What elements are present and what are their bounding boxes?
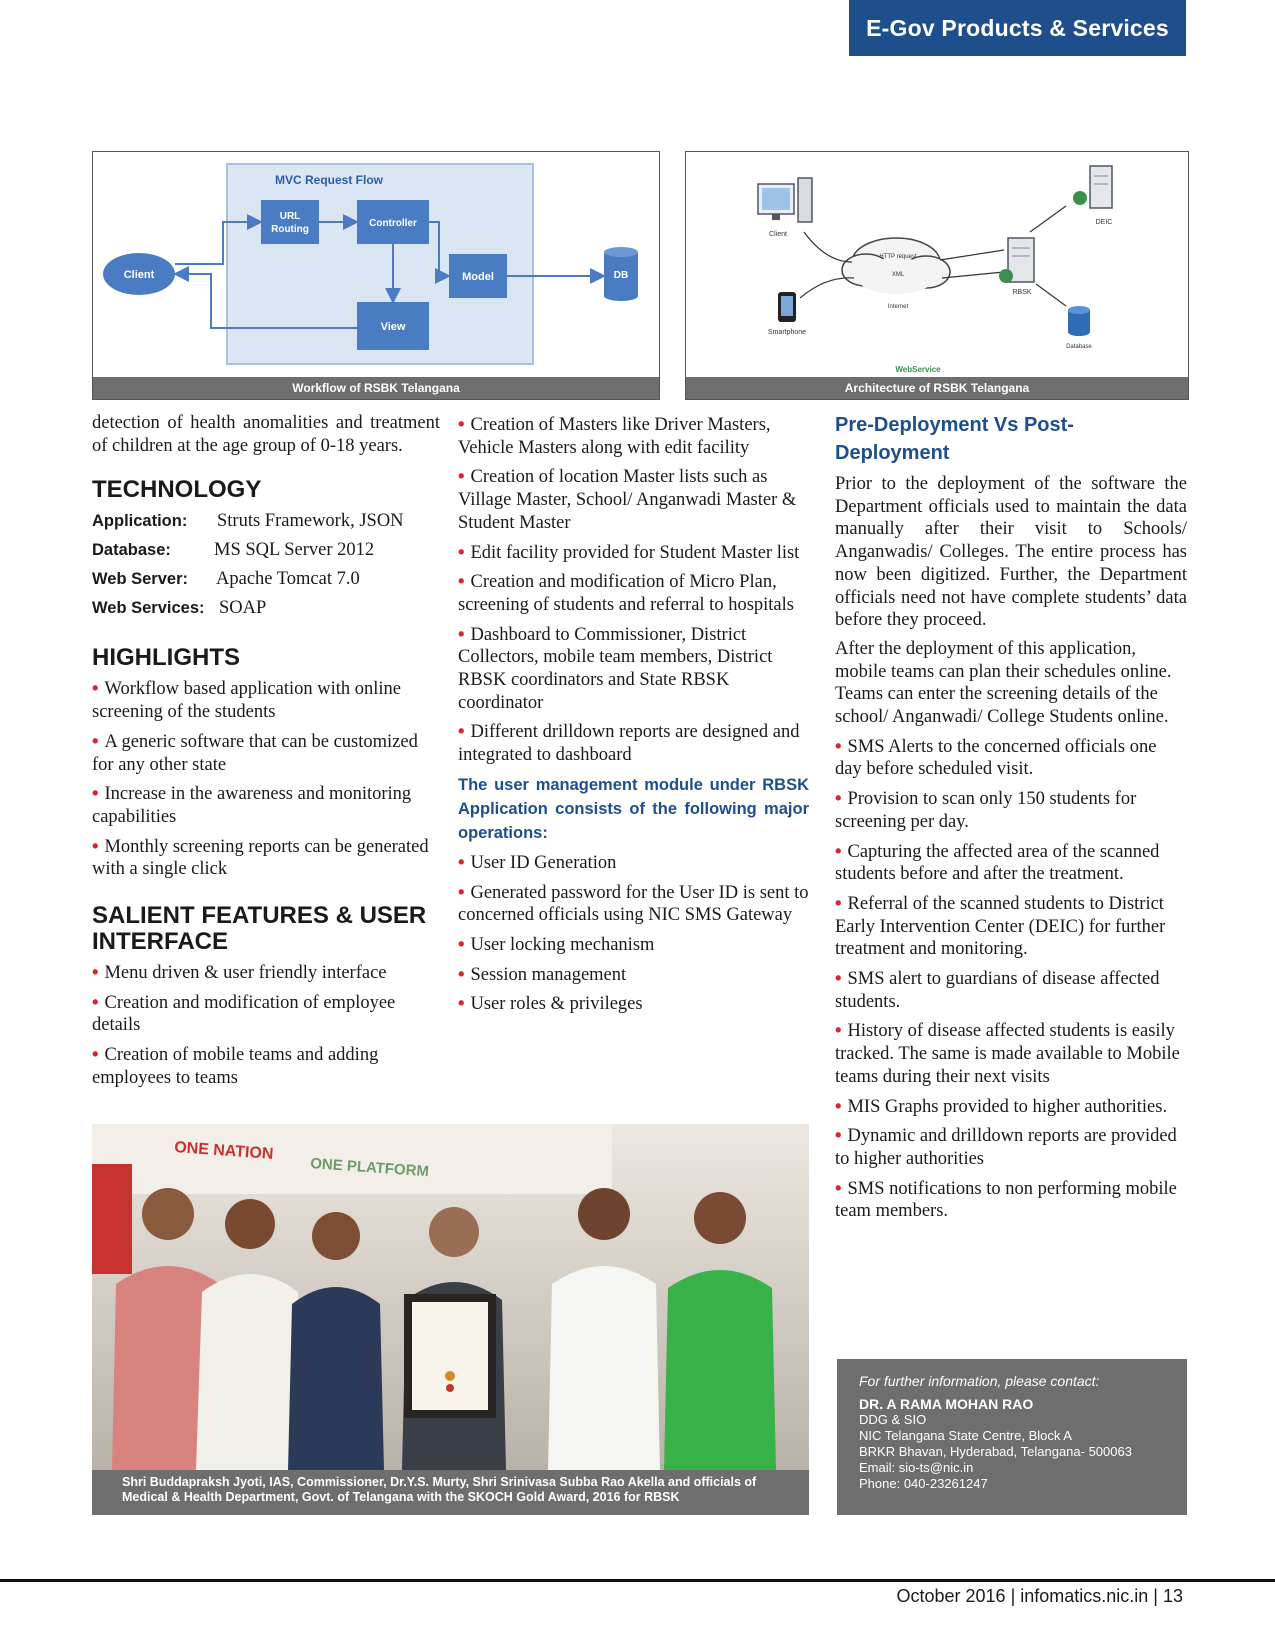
bullet-dot: •: [835, 787, 842, 809]
bullet-dot: •: [92, 677, 99, 699]
bullet-text: History of disease affected students is easily tracked. The same is made available to Mobile teams during their next visits: [835, 1021, 1180, 1087]
arrow-client-cloud: [804, 232, 852, 262]
bullet-dot: •: [458, 413, 465, 434]
bullet-dot: •: [458, 932, 465, 954]
bullet-dot: •: [458, 720, 465, 742]
tech-label: Database:: [92, 541, 171, 560]
url-label-1: URL: [279, 211, 301, 222]
bullet-text: Different drilldown reports are designed and integrated to dashboard: [458, 722, 800, 766]
deployment-paragraph-2: After the deployment of this application, mobile teams can plan their schedules online. Teams can enter the screening details of the school/ Anganwadi/ College Students online.: [835, 638, 1172, 728]
workflow-figure: [92, 151, 660, 400]
db-label: DB: [613, 270, 629, 281]
arch-smartphone-label: Smartphone: [767, 329, 807, 336]
tech-row-web-server: [92, 565, 440, 594]
arrow-rbsk-cloud: [942, 272, 1004, 278]
feature-item: [458, 623, 809, 715]
tech-value: MS SQL Server 2012: [214, 540, 375, 561]
user-management-heading: The user management module under RBSK Application consists of the following major operations:: [458, 775, 809, 842]
mvc-title: MVC Request Flow: [275, 173, 384, 187]
arrow-phone-cloud: [800, 278, 854, 298]
tech-label: Web Server:: [92, 570, 188, 589]
bullet-text: Dashboard to Commissioner, District Collectors, mobile team members, District RBSK coordinators and State RBSK coordinator: [458, 624, 773, 713]
highlight-item: [92, 782, 440, 828]
architecture-figure: [685, 151, 1189, 400]
bullet-dot: •: [458, 880, 465, 902]
arch-webservice-label: WebService: [895, 365, 941, 374]
deployment-heading: [835, 411, 1187, 467]
highlight-item: [92, 677, 440, 723]
salient-heading: [92, 903, 440, 955]
database-icon: [1068, 306, 1090, 336]
bullet-text: Creation of mobile teams and adding employees to teams: [92, 1045, 379, 1088]
deployment-item: [835, 1095, 1187, 1119]
bullet-dot: •: [92, 729, 99, 751]
tech-value: Apache Tomcat 7.0: [216, 569, 360, 590]
bullet-text: Dynamic and drilldown reports are provided to higher authorities: [835, 1126, 1177, 1169]
feature-item: [458, 720, 809, 766]
contact-intro: For further information, please contact:: [859, 1373, 1100, 1389]
bullet-dot: •: [835, 891, 842, 913]
url-routing-node: [261, 200, 319, 244]
deployment-item: [835, 787, 1187, 833]
deployment-item: [835, 1177, 1187, 1223]
arrow-rbsk-deic: [1030, 206, 1066, 232]
deic-server-icon: [1073, 166, 1112, 208]
bullet-text: Session management: [470, 964, 627, 985]
arch-internet-label: Internet: [887, 304, 909, 310]
feature-item: [458, 570, 809, 616]
view-label: View: [380, 321, 406, 333]
technology-table: [92, 507, 440, 623]
user-mgmt-item: [458, 881, 809, 927]
arrow-rbsk-db: [1036, 284, 1066, 306]
model-label: Model: [462, 271, 494, 283]
client-label: Client: [123, 269, 155, 281]
banner-text-1: ONE NATION: [173, 1139, 274, 1163]
bullet-text: User roles & privileges: [470, 994, 643, 1015]
bullet-text: Creation of Masters like Driver Masters, Vehicle Masters along with edit facility: [458, 415, 771, 458]
arch-database-label: Database: [1066, 344, 1092, 350]
salient-heading-line1: SALIENT FEATURES & USER: [92, 902, 427, 930]
bullet-dot: •: [458, 540, 465, 562]
feature-item: [458, 413, 809, 459]
arch-deic-label: DEIC: [1095, 219, 1113, 226]
arch-http-label: HTTP request: [879, 254, 917, 260]
deployment-item: [835, 840, 1187, 886]
deployment-paragraph-1: Prior to the deployment of the software the Department officials used to maintain the data manually after their visit to Schools/ Anganwadis/ Colleges. The entire process has now been digitized. Further, the Department officials need not have complete students’ data before they proceed.: [835, 474, 1187, 631]
tech-value: SOAP: [219, 598, 267, 619]
user-mgmt-item: [458, 992, 809, 1016]
internet-cloud-icon: [842, 238, 950, 294]
deployment-heading-line2: Deployment: [835, 442, 950, 464]
bullet-text: MIS Graphs provided to higher authorities.: [847, 1096, 1168, 1117]
arch-rbsk-label: RBSK: [1012, 289, 1032, 296]
deployment-item: [835, 892, 1187, 961]
award-frame: [404, 1294, 496, 1418]
salient-item: [92, 961, 440, 985]
bullet-text: Workflow based application with online screening of the students: [92, 679, 401, 723]
highlights-heading: HIGHLIGHTS: [92, 644, 240, 672]
bullet-dot: •: [835, 1019, 842, 1041]
deployment-item: [835, 1019, 1187, 1088]
bullet-dot: •: [835, 839, 842, 861]
mvc-diagram: [93, 152, 659, 377]
column-1: [92, 412, 440, 1096]
bullet-text: User locking mechanism: [470, 934, 655, 955]
footer-text: October 2016 | infomatics.nic.in | 13: [896, 1586, 1183, 1606]
bullet-text: SMS alert to guardians of disease affected students.: [835, 969, 1160, 1012]
bullet-text: Provision to scan only 150 students for screening per day.: [835, 789, 1137, 832]
bullet-dot: •: [458, 850, 465, 872]
bullet-text: SMS notifications to non performing mobile team members.: [835, 1178, 1177, 1222]
bullet-text: User ID Generation: [470, 852, 617, 873]
intro-paragraph: detection of health anomalities and treatment of children at the age group of 0-18 years.: [92, 413, 440, 456]
section-tab: E-Gov Products & Services: [849, 0, 1186, 56]
column-2: [458, 413, 809, 1022]
tech-label: Web Services:: [92, 599, 205, 618]
bullet-dot: •: [458, 465, 465, 487]
tech-value: Struts Framework, JSON: [217, 511, 404, 532]
contact-phone: Phone: 040-23261247: [859, 1476, 988, 1491]
bullet-text: Referral of the scanned students to District Early Intervention Center (DEIC) for further treatment and monitoring.: [835, 893, 1166, 960]
bullet-text: Increase in the awareness and monitoring capabilities: [92, 784, 412, 827]
deployment-item: [835, 1124, 1187, 1170]
deployment-item: [835, 967, 1187, 1013]
technology-heading: TECHNOLOGY: [92, 476, 262, 504]
award-photo: [92, 1124, 809, 1470]
url-label-2: Routing: [271, 224, 309, 235]
user-mgmt-item: [458, 851, 809, 875]
bullet-dot: •: [458, 962, 465, 984]
bullet-text: Generated password for the User ID is sent to concerned officials using NIC SMS Gateway: [458, 882, 809, 926]
bullet-text: A generic software that can be customized for any other state: [92, 731, 418, 775]
tech-label: Application:: [92, 512, 188, 531]
bullet-text: Capturing the affected area of the scanned students before and after the treatment.: [835, 841, 1160, 885]
bullet-dot: •: [835, 734, 842, 756]
bullet-text: Monthly screening reports can be generated with a single click: [92, 836, 429, 880]
bullet-text: Creation and modification of employee details: [92, 992, 396, 1036]
architecture-diagram: [686, 152, 1188, 377]
arrow-cloud-rbsk: [940, 250, 1004, 260]
bullet-dot: •: [92, 990, 99, 1012]
tech-row-web-services: [92, 594, 440, 623]
bullet-text: Creation and modification of Micro Plan, screening of students and referral to hospitals: [458, 572, 794, 615]
user-mgmt-item: [458, 963, 809, 987]
bullet-text: Creation of location Master lists such as Village Master, School/ Anganwadi Master & Student Master: [458, 467, 797, 533]
bullet-dot: •: [835, 1176, 842, 1198]
salient-item: [92, 1043, 440, 1089]
smartphone-icon: [778, 292, 796, 322]
photo-caption: Shri Buddapraksh Jyoti, IAS, Commissioner, Dr.Y.S. Murty, Shri Srinivasa Subba Rao Akella and officials of Medical & Health Department, Govt. of Telangana with the SKOCH Gold Award, 2016 for RBSK: [92, 1470, 809, 1515]
column-3: [835, 411, 1187, 1229]
bullet-dot: •: [92, 1043, 99, 1065]
arch-client-label: Client: [769, 231, 787, 238]
feature-item: [458, 465, 809, 534]
backdrop-red-panel: [92, 1164, 132, 1274]
arch-xml-label: XML: [891, 272, 905, 278]
award-photo-illustration: [92, 1124, 809, 1470]
feature-item: [458, 541, 809, 565]
highlight-item: [92, 835, 440, 881]
deployment-heading-line1: Pre-Deployment Vs Post-: [835, 414, 1074, 436]
architecture-caption: Architecture of RSBK Telangana: [686, 377, 1188, 399]
bullet-dot: •: [92, 961, 99, 983]
contact-address-1: NIC Telangana State Centre, Block A: [859, 1428, 1072, 1443]
bullet-dot: •: [458, 622, 465, 644]
bullet-dot: •: [92, 834, 99, 856]
bullet-dot: •: [458, 992, 465, 1014]
bullet-dot: •: [835, 1094, 842, 1116]
highlight-item: [92, 730, 440, 776]
bullet-text: Menu driven & user friendly interface: [104, 963, 387, 984]
bullet-dot: •: [835, 1124, 842, 1146]
client-computer-icon: [758, 178, 812, 222]
bullet-dot: •: [835, 967, 842, 989]
bullet-text: SMS Alerts to the concerned officials one day before scheduled visit.: [835, 736, 1157, 780]
bullet-dot: •: [458, 570, 465, 592]
user-mgmt-item: [458, 933, 809, 957]
deployment-item: [835, 735, 1187, 781]
contact-address-2: BRKR Bhavan, Hyderabad, Telangana- 500063: [859, 1444, 1132, 1459]
bullet-dot: •: [92, 782, 99, 804]
banner-text-2: ONE PLATFORM: [309, 1155, 430, 1181]
rbsk-server-icon: [999, 238, 1034, 283]
contact-designation: DDG & SIO: [859, 1412, 927, 1427]
contact-box: [837, 1359, 1187, 1515]
bullet-text: Edit facility provided for Student Master list: [470, 542, 800, 563]
contact-email: Email: sio-ts@nic.in: [859, 1460, 974, 1475]
contact-name: DR. A RAMA MOHAN RAO: [859, 1396, 1034, 1412]
tech-row-database: [92, 536, 440, 565]
tech-row-application: [92, 507, 440, 536]
salient-heading-line2: INTERFACE: [92, 928, 229, 956]
controller-label: Controller: [369, 218, 417, 229]
workflow-caption: Workflow of RSBK Telangana: [93, 377, 659, 399]
salient-item: [92, 991, 440, 1037]
